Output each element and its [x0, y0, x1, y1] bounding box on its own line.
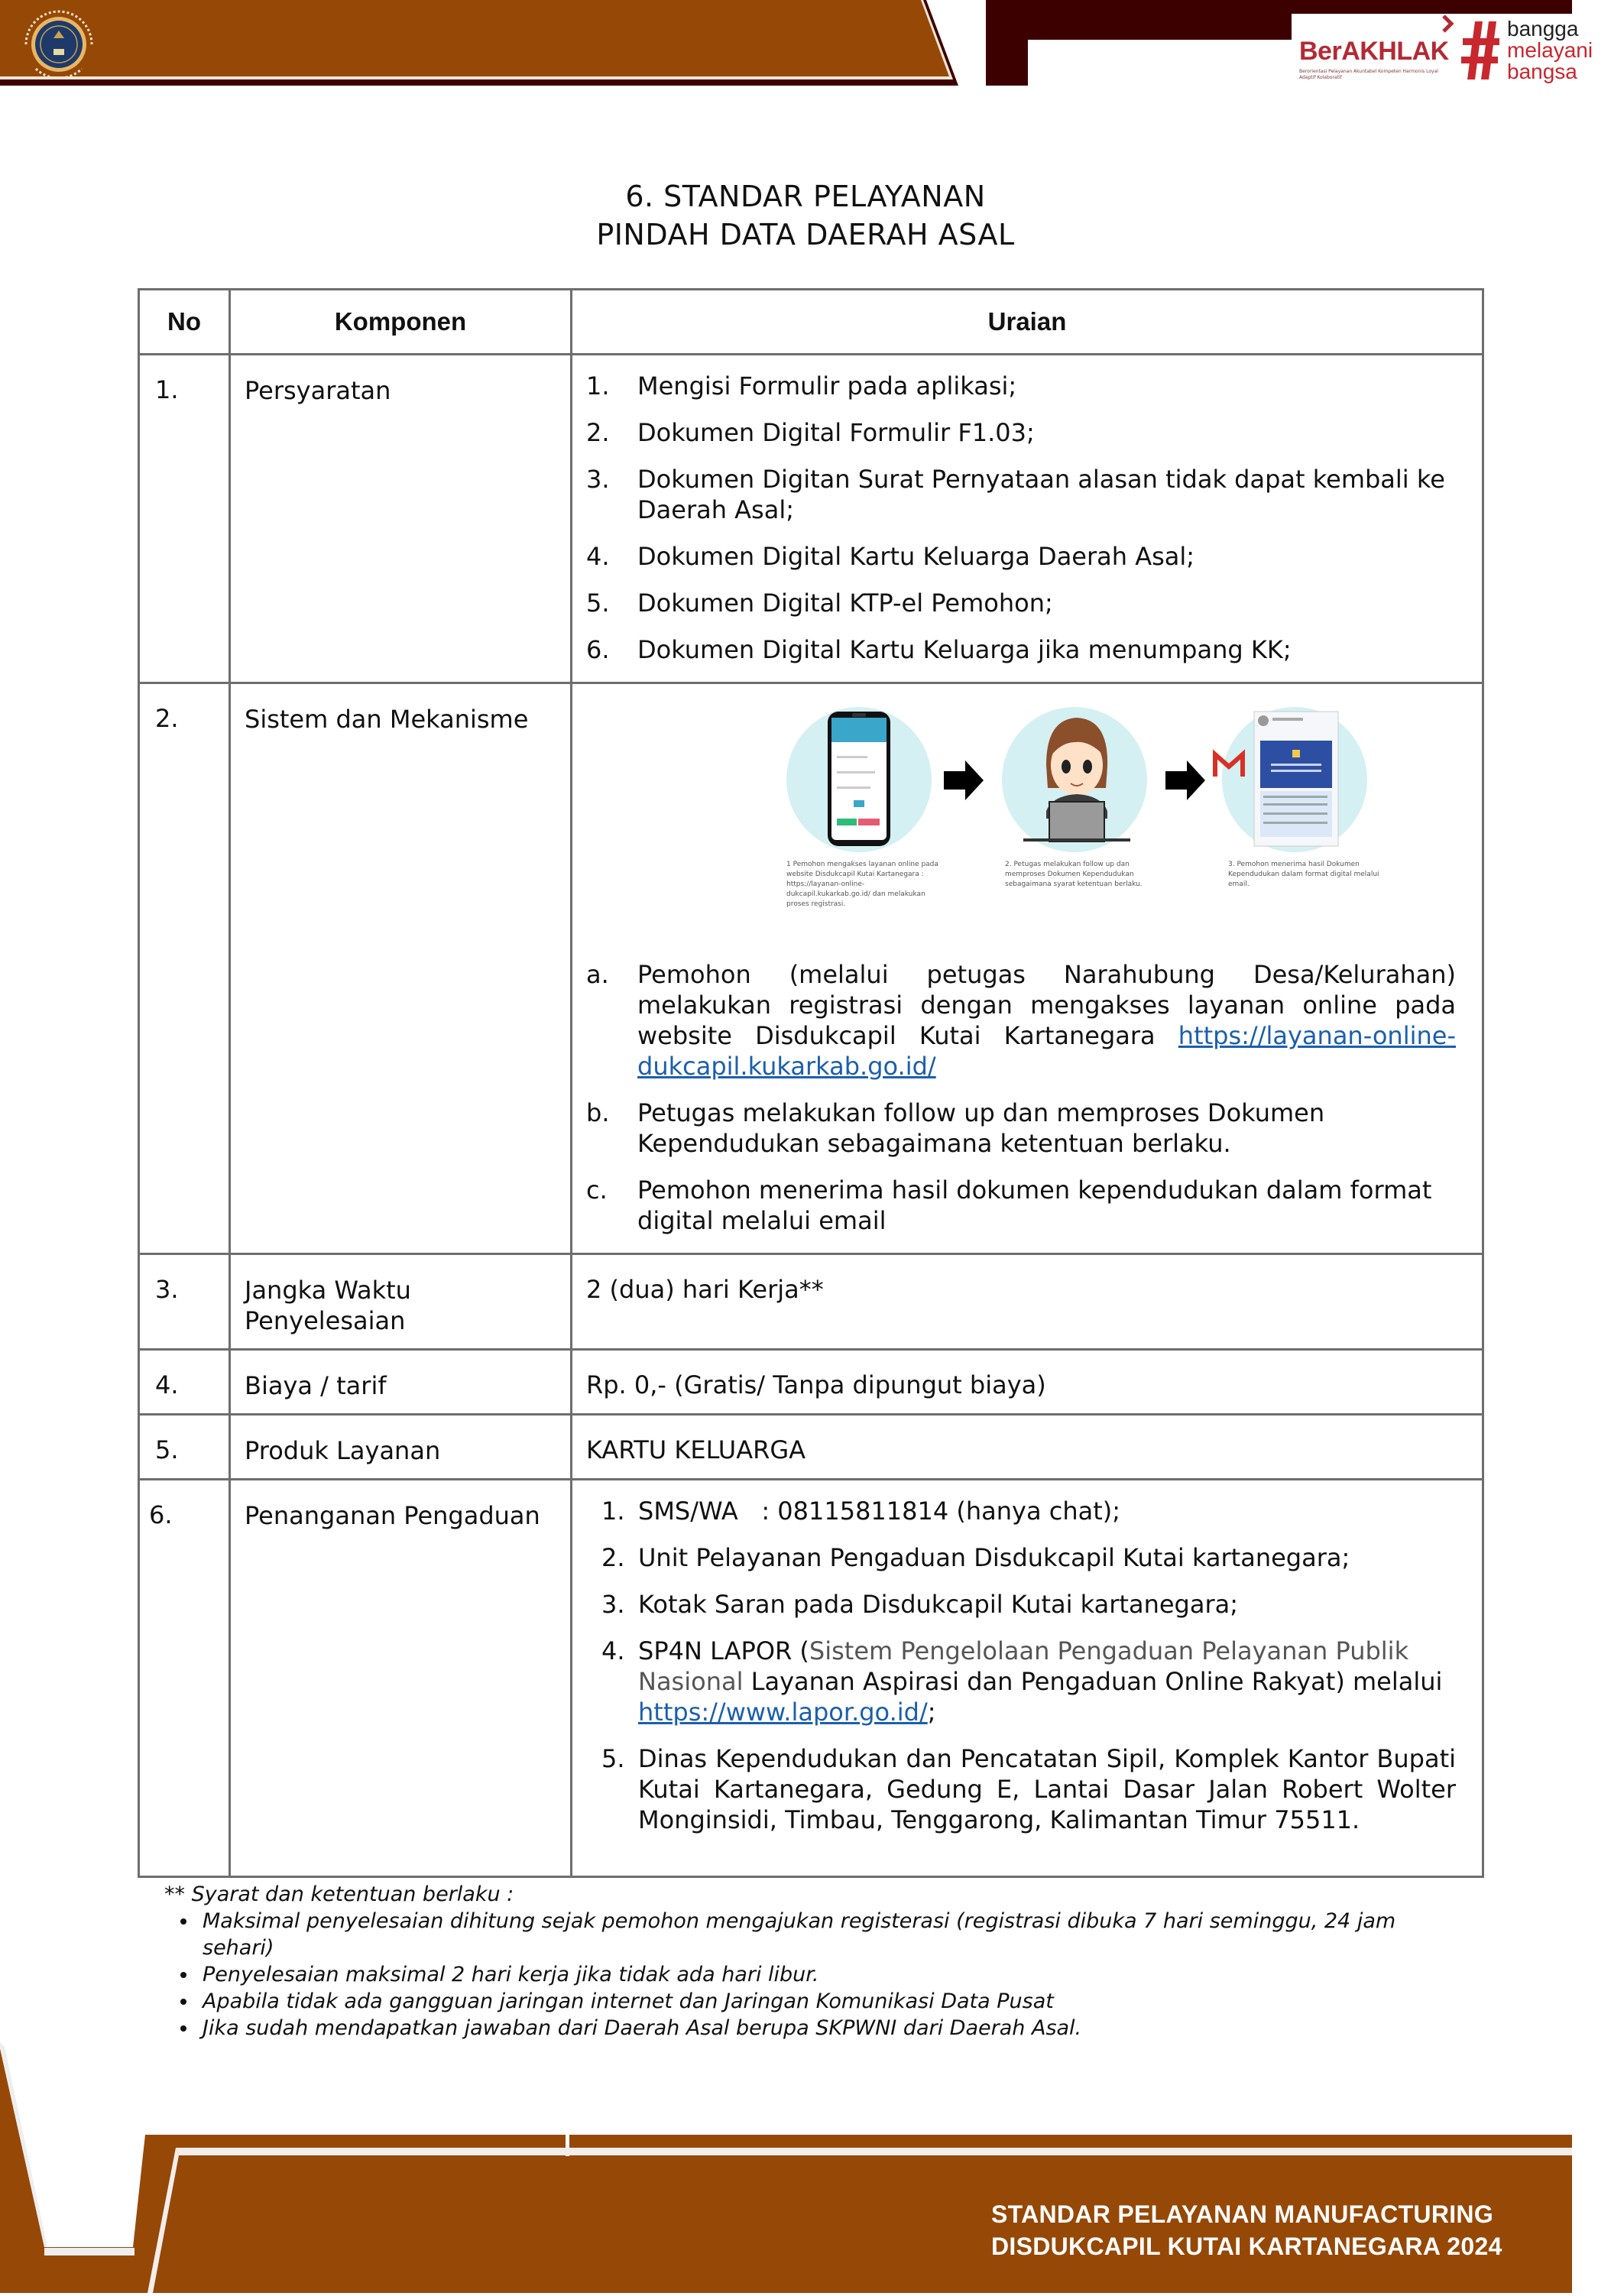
arrow-right-icon: [944, 760, 984, 800]
list-item: c. Pemohon menerima hasil dokumen kependudukan dalam format digital melalui email: [586, 1176, 1432, 1235]
list-item: b. Petugas melakukan follow up dan memproses Dokumen Kependudukan sebagaimana ketentuan berlaku.: [586, 1098, 1325, 1158]
berakhlak-subtitle: Berorientasi Pelayanan Akuntabel Kompeten Harmonis Loyal Adaptif Kolaboratif: [1299, 69, 1438, 80]
header-komponen: Komponen: [230, 290, 572, 355]
mechanism-list: [586, 959, 1456, 1236]
row-uraian: Rp. 0,- (Gratis/ Tanpa dipungut biaya): [572, 1350, 1483, 1415]
step-3-caption: 3. Pemohon menerima hasil Dokumen Kependudukan dalam format digital melalui email.: [1228, 861, 1379, 888]
row-komponen: Penanganan Pengaduan: [230, 1480, 572, 1877]
table-row: [139, 1415, 1483, 1480]
bangga-melayani-bangsa-logo: bangga melayani bangsa: [1507, 17, 1593, 83]
footnote-item: • Apabila tidak ada gangguan jaringan internet dan Jaringan Komunikasi Data Pusat: [198, 1988, 1464, 2015]
footnote-item: • Maksimal penyelesaian dihitung sejak pemohon mengajukan registerasi (registrasi dibuka 7 hari seminggu, 24 jam sehari): [198, 1908, 1464, 1961]
layanan-online-link[interactable]: https://layanan-online-dukcapil.kukarkab.go.id/: [637, 1021, 1456, 1081]
list-item: 5. Dinas Kependudukan dan Pencatatan Sipil, Komplek Kantor Bupati Kutai Kartanegara, Gedung E, Lantai Dasar Jalan Robert Wolter Monginsidi, Timbau, Tenggarong, Kalimantan Timur 75511.: [601, 1744, 1456, 1834]
gmail-icon: [1213, 751, 1245, 779]
list-item: 3. Dokumen Digitan Surat Pernyataan alasan tidak dapat kembali ke Daerah Asal;: [586, 465, 1445, 524]
row-uraian: [572, 355, 1483, 683]
row-uraian: 2 (dua) hari Kerja**: [572, 1254, 1483, 1350]
row-no: 2.: [139, 683, 230, 1254]
table-row: [139, 683, 1483, 1254]
row-no: 1.: [139, 355, 230, 683]
terms-footnote: [164, 1881, 1464, 2041]
title-line-1: 6. STANDAR PELAYANAN: [625, 180, 986, 213]
disdukcapil-seal-logo: [17, 6, 101, 83]
table-row: [139, 1350, 1483, 1415]
berakhlak-logo: BerAKHLAK: [1299, 37, 1449, 66]
berakhlak-brand: [1292, 14, 1593, 86]
row-uraian: [572, 683, 1483, 1254]
mechanism-flow-illustration: [586, 707, 1456, 936]
table-header-row: [139, 290, 1483, 355]
page-title: [0, 177, 1611, 254]
row-komponen: Produk Layanan: [230, 1415, 572, 1480]
header-uraian: Uraian: [572, 290, 1483, 355]
list-item: 5. Dokumen Digital KTP-el Pemohon;: [586, 589, 1053, 618]
row-komponen: Persyaratan: [230, 355, 572, 683]
email-screenshot-icon: [1254, 712, 1338, 846]
row-uraian: KARTU KELUARGA: [572, 1415, 1483, 1480]
arrow-right-icon: [1165, 760, 1205, 800]
service-standard-table: [138, 288, 1484, 1878]
list-item: 6. Dokumen Digital Kartu Keluarga jika menumpang KK;: [586, 635, 1292, 664]
officer-at-laptop-icon: [1016, 712, 1138, 849]
footer-title: [991, 2198, 1572, 2262]
list-item: 4. SP4N LAPOR (Sistem Pengelolaan Pengaduan Pelayanan Publik Nasional Layanan Aspirasi dan Pengaduan Online Rakyat) melalui https://www.lapor.go.id/;: [601, 1636, 1443, 1727]
row-no: 3.: [139, 1254, 230, 1350]
row-uraian: [572, 1480, 1483, 1877]
table-row: [139, 1480, 1483, 1877]
table-row: [139, 355, 1483, 683]
footnote-item: • Penyelesaian maksimal 2 hari kerja jika tidak ada hari libur.: [198, 1961, 1464, 1988]
list-item: 2. Unit Pelayanan Pengaduan Disdukcapil Kutai kartanegara;: [601, 1543, 1350, 1572]
step-2-caption: 2. Petugas melakukan follow up dan memproses Dokumen Kependudukan sebagaimana syarat ketentuan berlaku.: [1005, 861, 1143, 888]
list-item: a. Pemohon (melalui petugas Narahubung Desa/Kelurahan) melakukan registrasi dengan mengakses layanan online pada website Disdukcapil Kutai Kartanegara https://layanan-online-dukcapil.kukarkab.go.id/: [586, 960, 1456, 1081]
footnote-item: • Jika sudah mendapatkan jawaban dari Daerah Asal berupa SKPWNI dari Daerah Asal.: [198, 2015, 1464, 2041]
footer-line-2: DISDUKCAPIL KUTAI KARTANEGARA 2024: [991, 2233, 1502, 2260]
complaint-channels-list: [601, 1496, 1456, 1835]
table-row: [139, 1254, 1483, 1350]
header-no: No: [139, 290, 230, 355]
footnote-heading: ** Syarat dan ketentuan berlaku :: [164, 1883, 514, 1906]
list-item: 3. Kotak Saran pada Disdukcapil Kutai kartanegara;: [601, 1590, 1238, 1619]
chevron-right-icon: [1441, 14, 1454, 34]
row-komponen: Sistem dan Mekanisme: [230, 683, 572, 1254]
hashtag-icon: [1461, 20, 1501, 81]
requirements-list: [586, 371, 1456, 665]
row-komponen: Jangka Waktu Penyelesaian: [230, 1254, 572, 1350]
row-no: 5.: [139, 1415, 230, 1480]
smartphone-icon: [825, 710, 893, 848]
footnote-list: [164, 1908, 1464, 2041]
list-item: 2. Dokumen Digital Formulir F1.03;: [586, 418, 1035, 447]
header-band: [0, 0, 1028, 86]
footer-line-1: STANDAR PELAYANAN MANUFACTURING: [991, 2200, 1494, 2228]
list-item: 1. SMS/WA : 08115811814 (hanya chat);: [601, 1497, 1121, 1526]
step-1-caption: 1 Pemohon mengakses layanan online pada website Disdukcapil Kutai Kartanegara : https://layanan-online-dukcapil.kukarkab.go.id/ dan melakukan proses registrasi.: [786, 861, 938, 908]
title-line-2: PINDAH DATA DAERAH ASAL: [596, 218, 1015, 251]
row-no: 4.: [139, 1350, 230, 1415]
list-item: 4. Dokumen Digital Kartu Keluarga Daerah Asal;: [586, 542, 1195, 571]
row-no: 6.: [139, 1480, 230, 1877]
row-komponen: Biaya / tarif: [230, 1350, 572, 1415]
lapor-link[interactable]: https://www.lapor.go.id/: [638, 1698, 928, 1727]
list-item: 1. Mengisi Formulir pada aplikasi;: [586, 371, 1017, 401]
